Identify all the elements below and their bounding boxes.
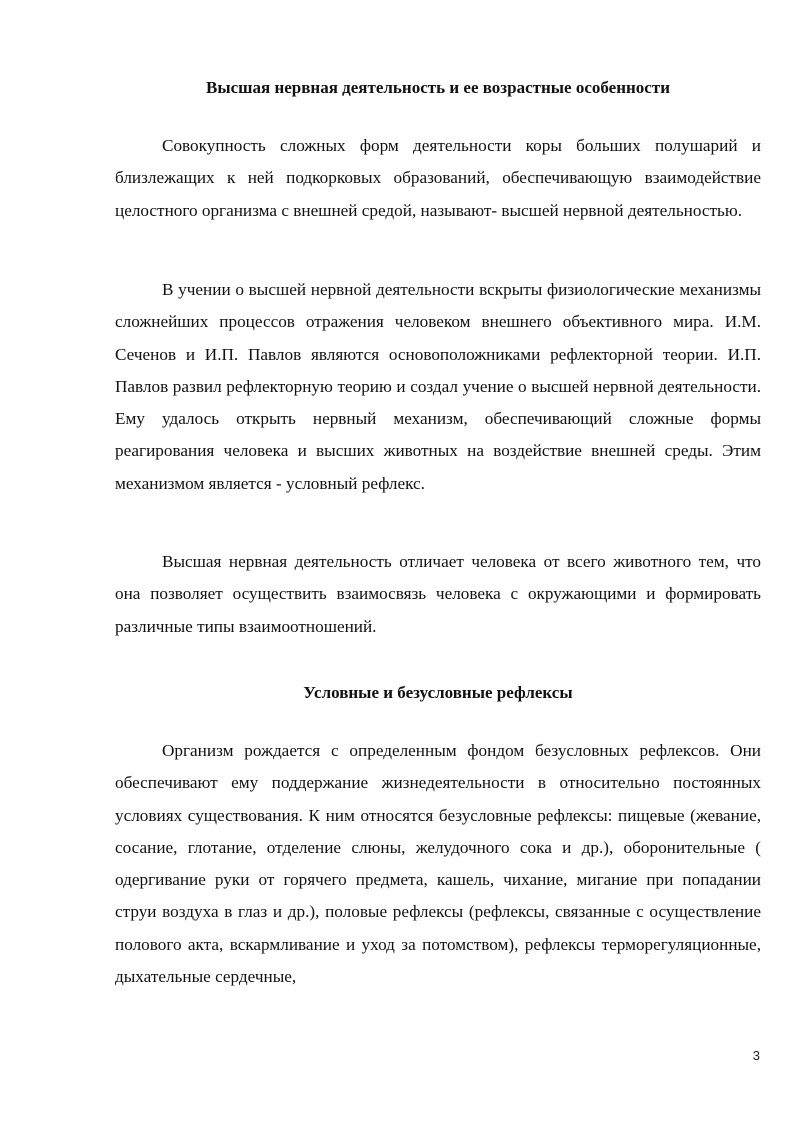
paragraph: Совокупность сложных форм деятельности коры больших полушарий и близлежащих к ней подкорковых образований, обеспечивающую взаимодействие целостного организма с внешней средой, называют- высшей нервной деятельностью.	[115, 136, 761, 220]
section-heading-higher-nervous-activity: Высшая нервная деятельность и ее возрастные особенности	[205, 78, 670, 97]
paragraph: Высшая нервная деятельность отличает человека от всего животного тем, что она позволяет осуществить взаимосвязь человека с окружающими и формировать различные типы взаимоотношений.	[115, 552, 761, 636]
paragraph: Организм рождается с определенным фондом безусловных рефлексов. Они обеспечивают ему поддержание жизнедеятельности в относительно постоянных условиях существования. К ним относятся безусловные рефлексы: пищевые (жевание, сосание, глотание, отделение слюны, желудочного сока и др.), оборонительные ( одергивание руки от горячего предмета, кашель, чихание, мигание при попадании струи воздуха в глаз и др.), половые рефлексы (рефлексы, связанные с осуществление полового акта, вскармливание и уход за потомством), рефлексы терморегуляционные, дыхательные сердечные,	[115, 741, 761, 987]
page-number: 3	[752, 1048, 760, 1063]
paragraph: В учении о высшей нервной деятельности вскрыты физиологические механизмы сложнейших процессов отражения человеком внешнего объективного мира. И.М. Сеченов и И.П. Павлов являются основоположниками рефлекторной теории. И.П. Павлов развил рефлекторную теорию и создал учение о высшей нервной деятельности. Ему удалось открыть нервный механизм, обеспечивающий сложные формы реагирования человека и высших животных на воздействие внешней среды. Этим механизмом является - условный рефлекс.	[115, 280, 761, 493]
section-heading-reflexes: Условные и безусловные рефлексы	[303, 683, 573, 702]
